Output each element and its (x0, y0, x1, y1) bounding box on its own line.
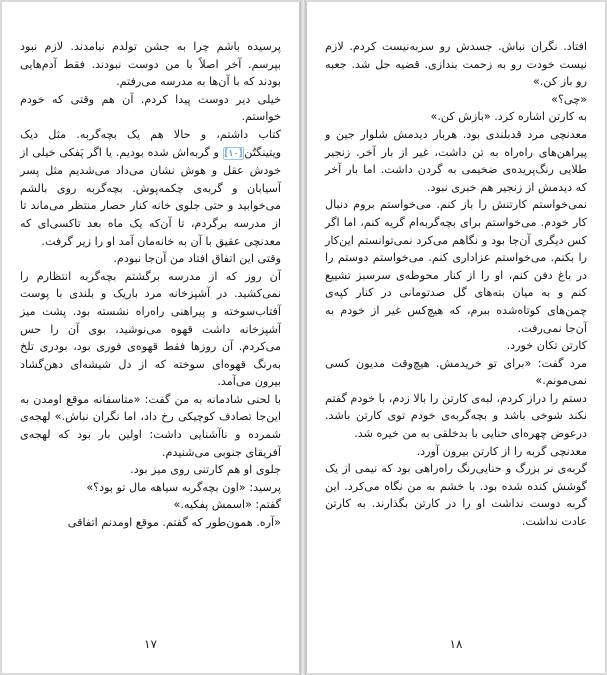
paragraph: جلوی او هم کارتنی روی میز بود. (130, 463, 281, 477)
footnote-link[interactable]: [۱۰] (224, 147, 243, 159)
paragraph: معدنچی مرد قدبلندی بود. هربار دیدمش شلوار جین و پیراهن‌های راه‌راه به تن داشت، غیر از بار آخر. زنجیر طلایی رنگ‌پریده‌ی ضخیمی به گردن داشت. اما بار آخر که دیدمش از زنجیر هم خبری نبود. (325, 127, 587, 194)
paragraph: وقتی این اتفاق افتاد من آن‌جا نبودم. (113, 252, 281, 266)
right-page-text (325, 38, 587, 531)
paragraph-text: کتاب داشتم، و حالا هم یک بچه‌گربه. مثل دیک ویتینگتُن (20, 127, 281, 159)
paragraph: معدنچی گربه را از کارتن بیرون آورد. (416, 444, 587, 458)
paragraph: گربه‌ی نر بزرگ و حنایی‌رنگ راه‌راهی بود که نیمی از یک گوشش کنده شده بود. با خشم به من نگاه می‌کرد. این گربه دوست نداشت او را در کارتن بگذارند. به کارتن عادت نداشت. (325, 462, 587, 529)
paragraph: خیلی دیر دوست پیدا کردم. آن هم وقتی که خودم خواستم. (20, 92, 281, 124)
paragraph: «چی؟» (551, 92, 587, 106)
paragraph: مرد گفت: «برای تو خریدمش. هیچ‌وقت مدیون کسی نمی‌مونم.» (325, 356, 587, 388)
paragraph: دستم را دراز کردم، لبه‌ی کارتن را بالا زدم، با خودم گفتم نکند شوخی باشد و بچه‌گربه‌ی خودم توی کارتن باشد. درعوض چهره‌ای حنایی با بدخلقی به من خیره شد. (325, 391, 587, 441)
paragraph: کارتن تکان خورد. (506, 339, 587, 353)
paragraph: «آره. همون‌طور که گفتم. موقع اومدنم اتفاقی (67, 516, 281, 530)
paragraph: گفتم: «اسمش پفکیه.» (173, 498, 281, 512)
paragraph: پرسید: «اون بچه‌گربه سیاهه مال تو بود؟» (86, 480, 281, 494)
paragraph: آن روز که از مدرسه برگشتم بچه‌گربه انتظارم را نمی‌کشید. در آشپزخانه مرد باریک و بلندی با پوست آفتاب‌سوخته و پیراهنی راه‌راه نشسته بود. پشت میز آشپزخانه داشت قهوه می‌نوشید، بوی آن را حس می‌کردم. آن روزها فقط قهوه‌ی فوری بود، بودری تلخ به‌رنگ قهوه‌ای سوخته که از دل شیشه‌ای دهن‌گشاد بیرون می‌آمد. (20, 269, 281, 389)
left-page-text (20, 38, 281, 532)
page-number: ۱۸ (449, 637, 463, 651)
paragraph-with-footnote (20, 126, 281, 250)
paragraph: به کارتن اشاره کرد. «بازش کن.» (430, 110, 587, 124)
right-page (306, 2, 605, 673)
paragraph-text: و گربه‌اش شده بودیم. یا اگر پَفکی خیلی از خودش عقل و هوش نشان می‌داد می‌شدیم مثل پسر آسیابان و گربه‌ی چکمه‌پوش. بچه‌گربه روی بالشم می‌خوابید و حتی جلوی خانه کنار حصار منتظر می‌ماند تا از مدرسه برگردم، تا آن‌که یک ماه بعد تاکسی‌ای که معدنچی عقیق با آن به خانه‌مان آمد او را زیر گرفت. (20, 145, 281, 248)
paragraph: با لحنی شادمانه به من گفت: «متاسفانه موقع اومدن به این‌جا تصادف کوچیکی رخ داد، اما نگران نباش.» لهجه‌ی شمرده و ناآشنایی داشت: اولین بار بود که لهجه‌ی آفریقای جنوبی می‌شنیدم. (20, 392, 281, 459)
paragraph: افتاد. نگران نباش. جسدش رو سربه‌نیست کردم. لازم نیست خودت رو به زحمت بندازی. قضیه حل شد. جعبه رو باز کن.» (325, 40, 587, 89)
paragraph: پرسیده باشم چرا به جشن تولدم نیامدند. لازم نبود بپرسم. آخر اصلاً با من دوست نبودند. فقط آدم‌هایی بودند که با آن‌ها به مدرسه می‌رفتم. (20, 40, 281, 89)
paragraph: نمی‌خواستم کارتنش را باز کنم. می‌خواستم بروم دنبال کار خودم. می‌خواستم برای بچه‌گربه‌ام گریه کنم، اما اگر کس دیگری آن‌جا بود و نگاهم می‌کرد نمی‌توانستم این‌کار را بکنم. می‌خواستم عزاداری کنم. می‌خواستم دوستم را در باغ دفن کنم، او را از کنار محوطه‌ی سرسبز تشییع کنم و به میان بته‌های گل صدتومانی در کنار کپه‌ی چمن‌های کوتاه‌شده ببرم، که هیچ‌کس غیر از خودم به آن‌جا نمی‌رفت. (325, 198, 587, 335)
page-number: ۱۷ (144, 637, 157, 651)
left-page (2, 2, 300, 673)
